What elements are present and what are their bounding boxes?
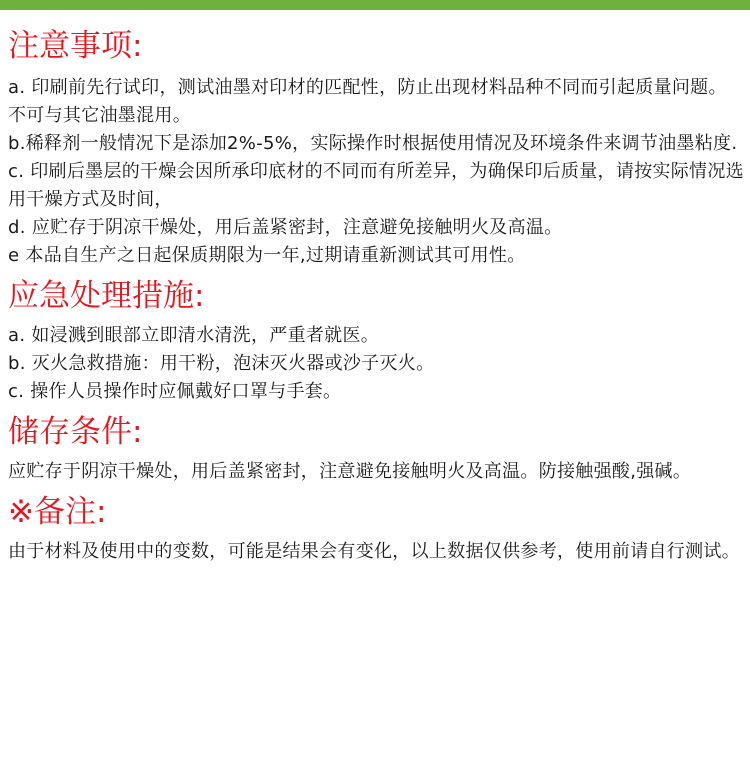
precaution-item-c: c. 印刷后墨层的干燥会因所承印底材的不同而有所差异，为确保印后质量，请按实际情况选用干燥方式及时间， xyxy=(8,161,744,210)
emergency-item-a: a. 如浸溅到眼部立即清水清洗，严重者就医。 xyxy=(8,325,380,346)
emergency-item-b: b. 灭火急救措施：用干粉，泡沫灭火器或沙子灭火。 xyxy=(8,353,435,374)
precaution-item-e: e 本品自生产之日起保质期限为一年,过期请重新测试其可用性。 xyxy=(8,245,526,266)
emergency-section xyxy=(8,276,744,406)
precautions-title: 注意事项: xyxy=(8,28,143,64)
precaution-item-a: a. 印刷前先行试印，测试油墨对印材的匹配性，防止出现材料品种不同而引起质量问题。不可与其它油墨混用。 xyxy=(8,77,727,126)
storage-title: 储存条件: xyxy=(8,414,143,450)
emergency-item-c: c. 操作人员操作时应佩戴好口罩与手套。 xyxy=(8,381,342,402)
notes-item: 由于材料及使用中的变数，可能是结果会有变化，以上数据仅供参考，使用前请自行测试。 xyxy=(8,541,740,562)
notes-section xyxy=(8,492,744,566)
document-body xyxy=(8,26,744,566)
notes-title: ※备注: xyxy=(8,494,107,530)
emergency-title: 应急处理措施: xyxy=(8,278,205,314)
top-accent-bar xyxy=(0,0,750,10)
storage-section xyxy=(8,412,744,486)
precaution-item-b: b.稀释剂一般情况下是添加2%-5%，实际操作时根据使用情况及环境条件来调节油墨粘度. xyxy=(8,133,738,154)
precautions-section xyxy=(8,26,744,270)
precaution-item-d: d. 应贮存于阴凉干燥处，用后盖紧密封，注意避免接触明火及高温。 xyxy=(8,217,563,238)
storage-item: 应贮存于阴凉干燥处，用后盖紧密封，注意避免接触明火及高温。防接触强酸,强碱。 xyxy=(8,461,692,482)
